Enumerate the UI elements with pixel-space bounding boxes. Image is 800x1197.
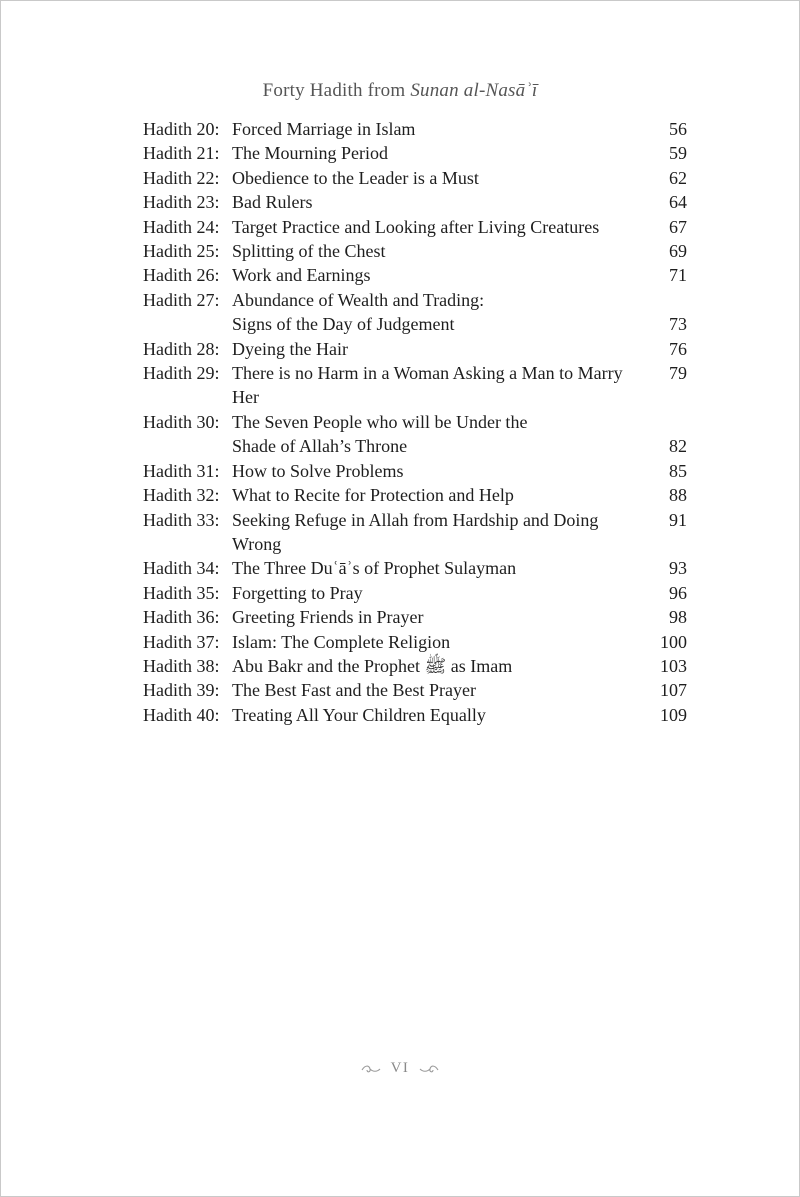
toc-title-line <box>232 141 687 165</box>
toc-title-line <box>232 459 687 483</box>
toc-title-line <box>232 483 687 507</box>
toc-title-line <box>232 263 687 287</box>
toc-entry <box>143 239 687 263</box>
toc-entry-title <box>232 630 687 654</box>
toc-entry-number: Hadith 27: <box>143 289 220 310</box>
toc-entry <box>143 678 687 702</box>
toc-entry-title <box>232 678 687 702</box>
toc-title-text: Seeking Refuge in Allah from Hardship and Doing Wrong <box>232 509 599 554</box>
toc-title-text: Abu Bakr and the Prophet ﷺ as Imam <box>232 655 513 676</box>
toc-title-line <box>232 508 687 557</box>
toc-entry-title <box>232 166 687 190</box>
toc-title-text: Abundance of Wealth and Trading: <box>232 289 485 310</box>
toc-page-number: 85 <box>669 460 687 481</box>
toc-title-line <box>232 117 687 141</box>
toc-entry-title <box>232 215 687 239</box>
running-head-italic: Sunan al-Nasāʾī <box>410 80 538 101</box>
toc-title-text: The Mourning Period <box>232 143 388 164</box>
toc-title-text: There is no Harm in a Woman Asking a Man to Marry Her <box>232 363 623 408</box>
toc-title-text: Splitting of the Chest <box>232 241 386 262</box>
toc-entry-title <box>232 190 687 214</box>
toc-entry <box>143 190 687 214</box>
toc-entry-number: Hadith 28: <box>143 338 220 359</box>
toc-title-line <box>232 337 687 361</box>
running-head-text: Forty Hadith from <box>262 80 411 101</box>
toc-title-line <box>232 678 687 702</box>
toc-page-number: 76 <box>669 338 687 359</box>
toc-page-number: 64 <box>669 192 687 213</box>
toc-entry-title <box>232 361 687 410</box>
toc-entry-number: Hadith 23: <box>143 192 220 213</box>
toc-entry <box>143 337 687 361</box>
toc-entry-number: Hadith 31: <box>143 460 220 481</box>
toc-entry-title <box>232 337 687 361</box>
toc-entry-number: Hadith 33: <box>143 509 220 530</box>
toc-title-text: Bad Rulers <box>232 192 313 213</box>
toc-page-number: 62 <box>669 167 687 188</box>
toc-page-number: 67 <box>669 216 687 237</box>
toc-page-number: 98 <box>669 607 687 628</box>
toc-title-line <box>232 581 687 605</box>
toc-title-text: Dyeing the Hair <box>232 338 348 359</box>
toc-title-text: Shade of Allah’s Throne <box>232 436 408 457</box>
toc-entry <box>143 483 687 507</box>
toc-entry-number: Hadith 40: <box>143 704 220 725</box>
toc-title-text: Forced Marriage in Islam <box>232 119 416 139</box>
toc-entry-number: Hadith 20: <box>143 119 220 139</box>
toc-entry <box>143 361 687 410</box>
toc-entry-title <box>232 605 687 629</box>
toc-page-number: 103 <box>660 655 687 676</box>
toc-entry-number: Hadith 36: <box>143 607 220 628</box>
toc-page-number: 82 <box>669 436 687 457</box>
toc-entry <box>143 288 687 337</box>
toc-entry-title <box>232 117 687 141</box>
toc-entry-number: Hadith 32: <box>143 485 220 506</box>
toc-entry-number: Hadith 26: <box>143 265 220 286</box>
toc-entry <box>143 141 687 165</box>
toc-page-number: 88 <box>669 485 687 506</box>
toc-title-text: Islam: The Complete Religion <box>232 631 451 652</box>
toc-page-number: 100 <box>660 631 687 652</box>
toc-entry <box>143 654 687 678</box>
toc-title-line <box>232 361 687 410</box>
toc-title-text: Treating All Your Children Equally <box>232 704 486 725</box>
toc-entry-title <box>232 508 687 557</box>
toc-title-line <box>232 434 687 458</box>
toc-title-text: The Best Fast and the Best Prayer <box>232 680 476 701</box>
toc-entry-number: Hadith 24: <box>143 216 220 237</box>
toc-entry-number: Hadith 34: <box>143 558 220 579</box>
page-number: VI <box>390 1060 410 1076</box>
toc-entry-title <box>232 703 687 727</box>
toc-title-line <box>232 166 687 190</box>
toc-title-line <box>232 288 687 312</box>
toc-entry <box>143 703 687 727</box>
toc-title-text: How to Solve Problems <box>232 460 404 481</box>
toc-entry-number: Hadith 29: <box>143 363 220 384</box>
toc-page-number: 71 <box>669 265 687 286</box>
toc-title-text: Greeting Friends in Prayer <box>232 607 424 628</box>
toc-title-line <box>232 630 687 654</box>
toc-entry-number: Hadith 25: <box>143 241 220 262</box>
toc-entry <box>143 117 687 141</box>
toc-page-number: 91 <box>669 509 687 530</box>
toc-title-text: Target Practice and Looking after Living Creatures <box>232 216 600 237</box>
toc-page-number: 93 <box>669 558 687 579</box>
toc-title-text: Work and Earnings <box>232 265 371 286</box>
toc-title-text: Signs of the Day of Judgement <box>232 314 455 335</box>
toc-page-number: 107 <box>660 680 687 701</box>
toc-entry <box>143 556 687 580</box>
toc-entry-title <box>232 581 687 605</box>
toc-entry <box>143 459 687 483</box>
toc-entry <box>143 166 687 190</box>
toc-title-line <box>232 605 687 629</box>
toc-entry-title <box>232 483 687 507</box>
toc-page-number: 109 <box>660 704 687 725</box>
toc-title-text: Forgetting to Pray <box>232 582 363 603</box>
toc-title-line <box>232 410 687 434</box>
fleuron-icon <box>419 1064 439 1074</box>
toc-entry-title <box>232 288 687 337</box>
running-head <box>1 80 799 102</box>
toc-page-number: 56 <box>669 119 687 139</box>
toc-entry-number: Hadith 39: <box>143 680 220 701</box>
toc-title-text: What to Recite for Protection and Help <box>232 485 514 506</box>
fleuron-icon <box>361 1064 381 1074</box>
toc-entry-title <box>232 654 687 678</box>
toc-entry-title <box>232 410 687 459</box>
toc-entry <box>143 630 687 654</box>
toc-page-number: 59 <box>669 143 687 164</box>
toc-title-line <box>232 190 687 214</box>
toc-entry-number: Hadith 22: <box>143 167 220 188</box>
toc-page-number: 69 <box>669 241 687 262</box>
toc-entry-number: Hadith 35: <box>143 582 220 603</box>
toc-entry <box>143 263 687 287</box>
toc-title-text: The Three Duʿāʾs of Prophet Sulayman <box>232 558 517 579</box>
toc-title-line <box>232 215 687 239</box>
toc-entry <box>143 605 687 629</box>
toc-title-line <box>232 556 687 580</box>
toc-title-line <box>232 654 687 678</box>
toc-title-line <box>232 312 687 336</box>
toc-entry <box>143 215 687 239</box>
toc-entry-number: Hadith 21: <box>143 143 220 164</box>
toc-entry <box>143 581 687 605</box>
toc-entry-title <box>232 459 687 483</box>
toc-entry <box>143 410 687 459</box>
toc-page-number: 79 <box>669 363 687 384</box>
toc-entry-title <box>232 141 687 165</box>
toc-title-line <box>232 703 687 727</box>
toc-entry-title <box>232 263 687 287</box>
toc-entry-number: Hadith 37: <box>143 631 220 652</box>
toc-entry-number: Hadith 38: <box>143 655 220 676</box>
toc-title-text: The Seven People who will be Under the <box>232 411 528 432</box>
toc-entry-title <box>232 239 687 263</box>
toc-page-number: 96 <box>669 582 687 603</box>
toc-page-number: 73 <box>669 314 687 335</box>
toc-title-line <box>232 239 687 263</box>
toc-entry-title <box>232 556 687 580</box>
toc-title-text: Obedience to the Leader is a Must <box>232 167 479 188</box>
page-footer <box>1 1060 799 1077</box>
toc-entry <box>143 508 687 557</box>
table-of-contents <box>143 117 687 727</box>
toc-entry-number: Hadith 30: <box>143 411 220 432</box>
